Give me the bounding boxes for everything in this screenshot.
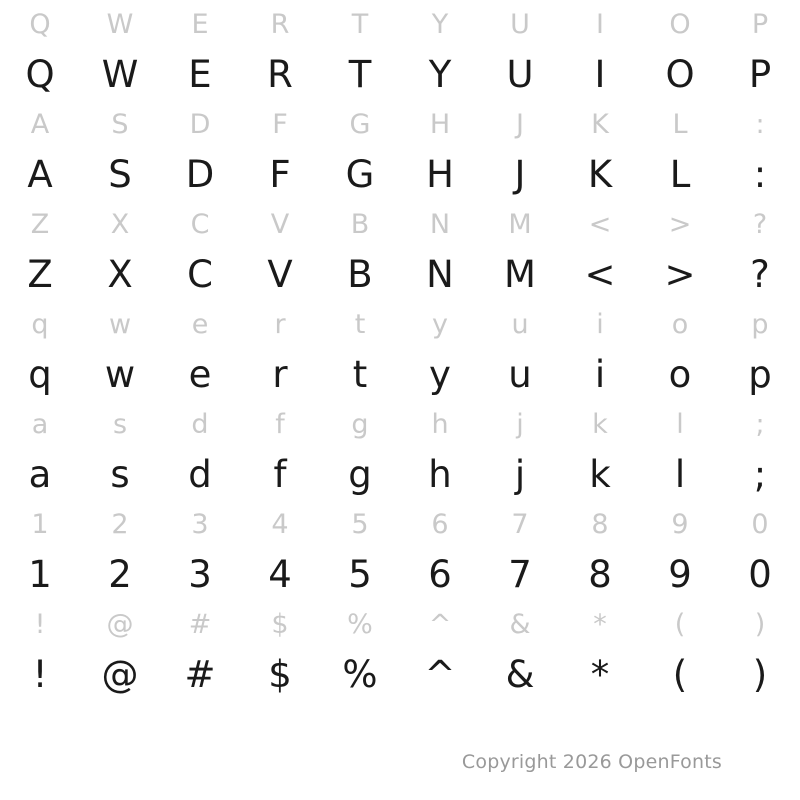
glyph-cell: 5 (351, 508, 369, 540)
glyph-cell: 3 (191, 508, 209, 540)
glyph-cell: T (348, 52, 372, 96)
glyph-cell: A (27, 152, 53, 196)
glyph-cell: < (588, 208, 612, 240)
glyph-cell: Q (25, 52, 55, 96)
glyph-cell: 1 (31, 508, 49, 540)
glyph-cell: h (431, 408, 449, 440)
glyph-cell: D (189, 108, 211, 140)
glyph-row-solid (0, 44, 800, 104)
glyph-cell: 2 (108, 552, 132, 596)
glyph-row-solid (0, 144, 800, 204)
glyph-cell: @ (101, 652, 139, 696)
glyph-cell: : (755, 108, 765, 140)
glyph-cell: 7 (511, 508, 529, 540)
glyph-cell: ; (755, 408, 765, 440)
glyph-cell: o (671, 308, 689, 340)
glyph-cell: $ (271, 608, 289, 640)
glyph-cell: w (108, 308, 132, 340)
glyph-row-ghost (0, 604, 800, 644)
glyph-cell: 6 (428, 552, 452, 596)
glyph-cell: g (348, 452, 372, 496)
glyph-cell: r (272, 352, 288, 396)
glyph-cell: 3 (188, 552, 212, 596)
glyph-cell: J (514, 152, 526, 196)
glyph-cell: f (275, 408, 285, 440)
glyph-cell: ! (32, 652, 48, 696)
glyph-cell: a (28, 452, 52, 496)
glyph-cell: i (596, 308, 604, 340)
glyph-cell: X (107, 252, 133, 296)
glyph-cell: 0 (748, 552, 772, 596)
glyph-cell: P (751, 8, 769, 40)
glyph-cell: R (270, 8, 290, 40)
glyph-cell: * (593, 608, 607, 640)
glyph-cell: ; (753, 452, 767, 496)
glyph-cell: u (508, 352, 532, 396)
glyph-cell: e (191, 308, 209, 340)
glyph-cell: t (352, 352, 368, 396)
glyph-cell: k (592, 408, 608, 440)
glyph-cell: $ (268, 652, 292, 696)
glyph-row-ghost (0, 504, 800, 544)
glyph-cell: e (188, 352, 212, 396)
glyph-cell: f (273, 452, 287, 496)
glyph-cell: X (110, 208, 130, 240)
glyph-cell: D (185, 152, 215, 196)
glyph-cell: a (31, 408, 49, 440)
glyph-cell: j (514, 452, 526, 496)
glyph-cell: s (112, 408, 128, 440)
glyph-cell: 6 (431, 508, 449, 540)
glyph-cell: & (509, 608, 531, 640)
glyph-row-solid (0, 544, 800, 604)
glyph-cell: R (267, 52, 293, 96)
glyph-cell: B (347, 252, 373, 296)
glyph-cell: ? (750, 252, 770, 296)
glyph-cell: 9 (671, 508, 689, 540)
glyph-cell: ) (754, 608, 766, 640)
glyph-cell: r (274, 308, 286, 340)
glyph-cell: 9 (668, 552, 692, 596)
glyph-cell: Z (27, 252, 53, 296)
glyph-cell: d (188, 452, 212, 496)
glyph-cell: q (31, 308, 49, 340)
glyph-cell: Q (29, 8, 51, 40)
glyph-cell: ( (672, 652, 688, 696)
glyph-cell: 2 (111, 508, 129, 540)
glyph-cell: ! (34, 608, 46, 640)
glyph-cell: s (110, 452, 130, 496)
glyph-cell: @ (106, 608, 134, 640)
glyph-cell: ^ (424, 652, 456, 696)
glyph-cell: G (349, 108, 371, 140)
glyph-cell: l (676, 408, 684, 440)
glyph-cell: A (30, 108, 50, 140)
glyph-cell: ) (752, 652, 768, 696)
glyph-cell: B (350, 208, 370, 240)
glyph-cell: W (101, 52, 139, 96)
glyph-row-pair (0, 104, 800, 204)
glyph-cell: ^ (428, 608, 452, 640)
glyph-cell: k (589, 452, 611, 496)
glyph-cell: 1 (28, 552, 52, 596)
glyph-cell: 0 (751, 508, 769, 540)
glyph-cell: V (267, 252, 293, 296)
glyph-cell: C (187, 252, 213, 296)
glyph-row-solid (0, 644, 800, 704)
glyph-cell: F (269, 152, 291, 196)
glyph-cell: P (748, 52, 772, 96)
glyph-cell: i (594, 352, 606, 396)
glyph-cell: p (751, 308, 769, 340)
glyph-row-pair (0, 204, 800, 304)
glyph-cell: > (664, 252, 696, 296)
glyph-cell: C (190, 208, 210, 240)
glyph-cell: K (587, 152, 613, 196)
glyph-cell: O (669, 8, 691, 40)
glyph-cell: : (753, 152, 767, 196)
glyph-cell: > (668, 208, 692, 240)
glyph-cell: M (508, 208, 532, 240)
glyph-cell: E (188, 52, 212, 96)
glyph-cell: O (665, 52, 695, 96)
glyph-cell: G (345, 152, 375, 196)
glyph-cell: ( (674, 608, 686, 640)
glyph-row-ghost (0, 204, 800, 244)
glyph-cell: o (668, 352, 692, 396)
glyph-cell: < (584, 252, 616, 296)
glyph-cell: I (594, 52, 606, 96)
glyph-cell: J (516, 108, 524, 140)
glyph-cell: & (505, 652, 535, 696)
glyph-cell: 8 (591, 508, 609, 540)
glyph-row-pair (0, 4, 800, 104)
glyph-cell: K (591, 108, 609, 140)
glyph-cell: H (429, 108, 451, 140)
copyright-notice: Copyright 2026 OpenFonts (461, 751, 722, 773)
glyph-cell: S (108, 152, 132, 196)
glyph-cell: % (342, 652, 378, 696)
glyph-cell: h (428, 452, 452, 496)
glyph-cell: t (354, 308, 366, 340)
glyph-cell: * (590, 652, 610, 696)
glyph-cell: W (106, 8, 134, 40)
glyph-cell: q (28, 352, 52, 396)
glyph-row-ghost (0, 304, 800, 344)
glyph-cell: U (510, 8, 530, 40)
glyph-cell: w (104, 352, 136, 396)
glyph-cell: H (426, 152, 454, 196)
glyph-cell: y (432, 308, 448, 340)
glyph-cell: j (516, 408, 524, 440)
glyph-cell: N (426, 252, 454, 296)
glyph-row-ghost (0, 104, 800, 144)
glyph-cell: Y (431, 8, 449, 40)
glyph-cell: u (511, 308, 529, 340)
glyph-cell: L (672, 108, 688, 140)
glyph-cell: U (506, 52, 534, 96)
glyph-cell: 4 (271, 508, 289, 540)
glyph-row-pair (0, 504, 800, 604)
glyph-cell: # (184, 652, 216, 696)
glyph-cell: V (270, 208, 290, 240)
glyph-cell: l (674, 452, 686, 496)
glyph-row-pair (0, 404, 800, 504)
glyph-cell: Y (428, 52, 452, 96)
glyph-cell: F (272, 108, 288, 140)
glyph-cell: L (669, 152, 691, 196)
glyph-row-solid (0, 244, 800, 304)
glyph-cell: y (429, 352, 451, 396)
glyph-cell: # (188, 608, 212, 640)
glyph-cell: T (351, 8, 369, 40)
glyph-cell: 7 (508, 552, 532, 596)
glyph-row-pair (0, 304, 800, 404)
glyph-cell: Z (30, 208, 50, 240)
glyph-cell: g (351, 408, 369, 440)
glyph-row-pair (0, 604, 800, 704)
glyph-cell: ? (752, 208, 768, 240)
glyph-cell: S (111, 108, 129, 140)
glyph-row-solid (0, 444, 800, 504)
glyph-cell: 8 (588, 552, 612, 596)
glyph-cell: % (347, 608, 373, 640)
glyph-cell: M (504, 252, 536, 296)
glyph-cell: E (191, 8, 209, 40)
glyph-cell: N (429, 208, 451, 240)
glyph-cell: I (596, 8, 604, 40)
glyph-cell: p (748, 352, 772, 396)
glyph-row-solid (0, 344, 800, 404)
glyph-row-ghost (0, 4, 800, 44)
glyph-cell: 4 (268, 552, 292, 596)
glyph-cell: d (191, 408, 209, 440)
glyph-row-ghost (0, 404, 800, 444)
glyph-cell: 5 (348, 552, 372, 596)
